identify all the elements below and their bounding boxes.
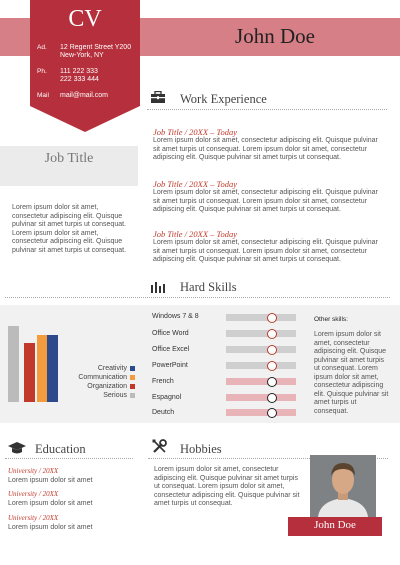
work-divider — [147, 109, 387, 110]
legend-label-communication: Communication — [78, 374, 127, 381]
education-text-2: Lorem ipsum dolor sit amet — [8, 500, 93, 507]
legend-label-creativity: Creativity — [97, 365, 127, 372]
profile-photo — [310, 455, 376, 517]
legend-swatch-communication — [130, 375, 135, 380]
skill-level-marker — [267, 361, 277, 371]
job-title-1: Job Title / 20XX – Today — [153, 127, 237, 137]
education-text-1: Lorem ipsum dolor sit amet — [8, 477, 93, 484]
tools-icon — [152, 439, 167, 459]
education-title-1: University / 20XX — [8, 467, 59, 475]
skill-name-powerpoint: PowerPoint — [152, 362, 188, 369]
skill-bar-track — [226, 394, 296, 401]
person-name: John Doe — [235, 24, 315, 48]
skill-level-marker — [267, 393, 277, 403]
legend-swatch-organization — [130, 384, 135, 389]
job-title-2: Job Title / 20XX – Today — [153, 179, 237, 189]
skill-level-marker — [267, 408, 277, 418]
mail-value[interactable]: mail@mail.com — [60, 92, 108, 99]
job-title-3: Job Title / 20XX – Today — [153, 229, 237, 239]
job-description-1: Lorem ipsum dolor sit amet, consectetur adipiscing elit. Quisque pulvinar sit amet turpis ut consequat. Lorem ipsum dolor sit amet, consectetur adipiscing elit. Quisque pulvinar sit amet turpis ut consequat. — [153, 137, 378, 161]
graduation-cap-icon — [8, 441, 26, 459]
legend-swatch-creativity — [130, 366, 135, 371]
profile-summary: Lorem ipsum dolor sit amet, consectetur adipiscing elit. Quisque pulvinar sit amet turpis ut consequat. Lorem ipsum dolor sit amet, consectetur adipiscing elit. Quisque pulvinar sit amet turpis ut consequat. — [12, 204, 127, 254]
cv-label: CV — [68, 6, 102, 32]
skill-level-marker — [267, 377, 277, 387]
education-text-3: Lorem ipsum dolor sit amet — [8, 524, 93, 531]
skill-name-espagnol: Espagnol — [152, 394, 182, 401]
education-title-3: University / 20XX — [8, 514, 59, 522]
education-heading: Education — [35, 442, 86, 456]
skill-name-windows: Windows 7 & 8 — [152, 313, 199, 320]
skill-name-word: Office Word — [152, 330, 189, 337]
briefcase-icon — [150, 91, 166, 109]
photo-caption: John Doe — [314, 519, 356, 531]
skill-level-marker — [267, 329, 277, 339]
skill-bar-track — [226, 314, 296, 321]
hobbies-text: Lorem ipsum dolor sit amet, consectetur adipiscing elit. Quisque pulvinar sit amet turpis ut consequat. Lorem ipsum dolor sit amet, consectetur adipiscing elit. Quisque pulvinar sit amet turpis ut consequat. — [154, 466, 300, 507]
phone-line-2: 222 333 444 — [60, 76, 99, 83]
skill-bar-serious — [8, 326, 19, 402]
skill-name-excel: Office Excel — [152, 346, 190, 353]
skill-name-deutch: Deutch — [152, 409, 175, 416]
phone-line-1: 111 222 333 — [60, 68, 98, 75]
skill-bar-track — [226, 330, 296, 337]
phone-label: Ph. — [37, 68, 47, 75]
profile-job-title: Job Title — [44, 151, 94, 166]
skills-divider — [5, 297, 390, 298]
hard-skills-heading: Hard Skills — [180, 280, 237, 294]
job-description-2: Lorem ipsum dolor sit amet, consectetur adipiscing elit. Quisque pulvinar sit amet turpis ut consequat. Lorem ipsum dolor sit amet, consectetur adipiscing elit. Quisque pulvinar sit amet turpis ut consequat. — [153, 189, 378, 213]
mail-label: Mail — [37, 92, 49, 99]
skill-bar-organization — [24, 343, 35, 402]
legend-label-organization: Organization — [87, 383, 127, 390]
address-line-1: 12 Regent Street Y200 — [60, 44, 132, 51]
skill-bar-track — [226, 362, 296, 369]
address-label: Ad. — [37, 44, 47, 51]
job-description-3: Lorem ipsum dolor sit amet, consectetur adipiscing elit. Quisque pulvinar sit amet turpis ut consequat. Lorem ipsum dolor sit amet, consectetur adipiscing elit. Quisque pulvinar sit amet turpis ut consequat. — [153, 239, 378, 263]
bar-chart-icon — [150, 280, 165, 298]
other-skills-heading: Other skills: — [314, 316, 348, 323]
skill-bar-track — [226, 378, 296, 385]
education-divider — [5, 458, 133, 459]
cv-panel-arrow — [30, 106, 140, 132]
hobbies-heading: Hobbies — [180, 442, 222, 456]
legend-label-serious: Serious — [103, 392, 127, 399]
work-experience-heading: Work Experience — [180, 92, 267, 106]
other-skills-text: Lorem ipsum dolor sit amet, consectetur adipiscing elit. Quisque pulvinar sit amet turpis ut consequat. Lorem ipsum dolor sit amet, consectetur adipiscing elit. Quisque pulvinar sit amet turpis ut consequat. — [314, 331, 389, 415]
legend-swatch-serious — [130, 393, 135, 398]
skill-level-marker — [267, 313, 277, 323]
skill-bar-track — [226, 409, 296, 416]
address-line-2: New-York, NY — [60, 52, 104, 59]
skill-name-french: French — [152, 378, 174, 385]
skill-bar-track — [226, 346, 296, 353]
education-title-2: University / 20XX — [8, 490, 59, 498]
skill-level-marker — [267, 345, 277, 355]
